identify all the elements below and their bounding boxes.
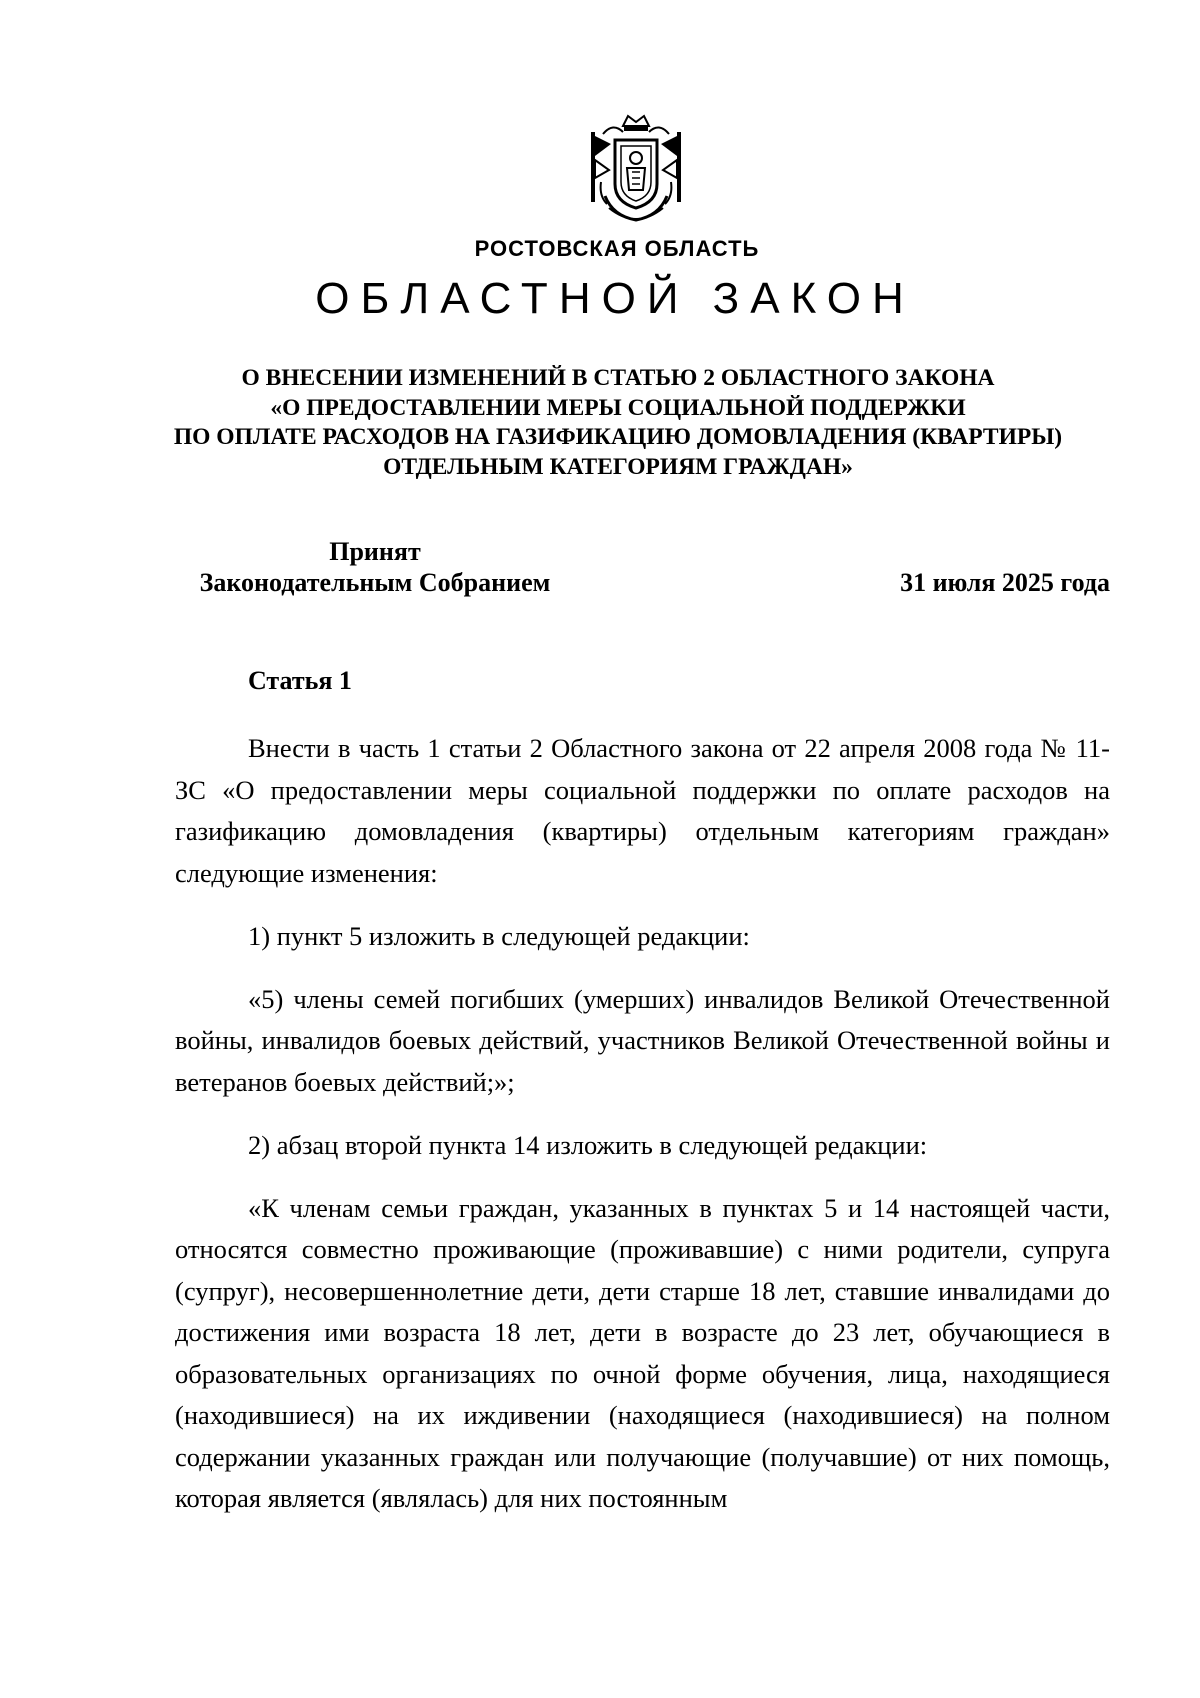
article-paragraph: 1) пункт 5 изложить в следующей редакции: xyxy=(248,920,750,951)
adoption-label: Принят xyxy=(329,537,421,566)
article-paragraph: Внести в часть 1 статьи 2 Областного закона от 22 апреля 2008 года № 11-ЗС «О предоставлении меры социальной поддержки по оплате расходов на газификацию домовладения (квартиры) отдельным категориям граждан» следующие изменения: xyxy=(175,733,1110,888)
article-paragraph: 2) абзац второй пункта 14 изложить в следующей редакции: xyxy=(248,1129,928,1160)
coat-of-arms-icon xyxy=(583,112,689,230)
adoption-block xyxy=(175,536,575,598)
law-title-line: «О ПРЕДОСТАВЛЕНИИ МЕРЫ СОЦИАЛЬНОЙ ПОДДЕРЖКИ xyxy=(270,394,966,421)
adoption-body: Законодательным Собранием xyxy=(199,568,551,597)
article-paragraph: «5) члены семей погибших (умерших) инвалидов Великой Отечественной войны, инвалидов боевых действий, участников Великой Отечественной войны и ветеранов боевых действий;»; xyxy=(175,983,1110,1097)
article-heading: Статья 1 xyxy=(248,666,352,695)
article-body xyxy=(175,728,1110,1520)
law-title-line: ОТДЕЛЬНЫМ КАТЕГОРИЯМ ГРАЖДАН» xyxy=(383,453,853,480)
article-paragraph: «К членам семьи граждан, указанных в пунктах 5 и 14 настоящей части, относятся совместно проживающие (проживавшие) с ними родители, супруга (супруг), несовершеннолетние дети, дети старше 18 лет, ставшие инвалидами до достижения ими возраста 18 лет, дети в возрасте до 23 лет, обучающиеся в образовательных организациях по очной форме обучения, лица, находящиеся (находившиеся) на их иждивении (находящиеся (находившиеся) на полном содержании указанных граждан или получающие (получавшие) от них помощь, которая является (являлась) для них постоянным xyxy=(175,1192,1110,1513)
law-title-line: О ВНЕСЕНИИ ИЗМЕНЕНИЙ В СТАТЬЮ 2 ОБЛАСТНОГО ЗАКОНА xyxy=(241,365,995,391)
adoption-date: 31 июля 2025 года xyxy=(900,568,1110,597)
document-type: ОБЛАСТНОЙ ЗАКОН xyxy=(315,274,915,323)
law-title-line: ПО ОПЛАТЕ РАСХОДОВ НА ГАЗИФИКАЦИЮ ДОМОВЛАДЕНИЯ (КВАРТИРЫ) xyxy=(173,424,1063,450)
law-title xyxy=(0,364,1200,482)
region-name: РОСТОВСКАЯ ОБЛАСТЬ xyxy=(474,236,760,261)
